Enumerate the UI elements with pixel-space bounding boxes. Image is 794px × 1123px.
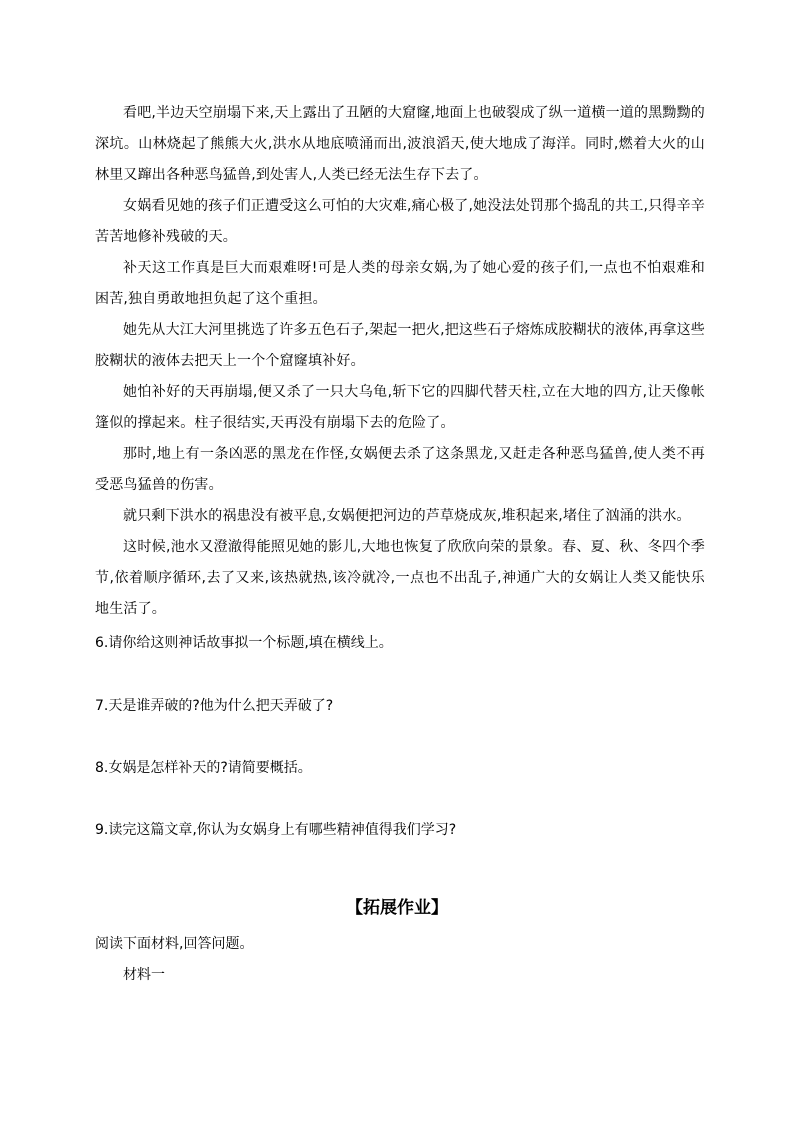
extension-instruction: 阅读下面材料,回答问题。 xyxy=(95,936,254,952)
passage-paragraph: 那时,地上有一条凶恶的黑龙在作怪,女娲便去杀了这条黑龙,又赶走各种恶鸟猛兽,使人类不再受恶鸟猛兽的伤害。 xyxy=(95,446,705,493)
reading-passage xyxy=(95,98,705,625)
passage-paragraph: 看吧,半边天空崩塌下来,天上露出了丑陋的大窟窿,地面上也破裂成了纵一道横一道的黑黝黝的深坑。山林烧起了熊熊大火,洪水从地底喷涌而出,波浪滔天,使大地成了海洋。同时,燃着大火的山林里又蹿出各种恶鸟猛兽,到处害人,人类已经无法生存下去了。 xyxy=(95,105,705,183)
question-8: 8.女娲是怎样补天的?请简要概括。 xyxy=(95,760,312,776)
passage-paragraph: 就只剩下洪水的祸患没有被平息,女娲便把河边的芦草烧成灰,堆积起来,堵住了汹涌的洪水。 xyxy=(123,508,691,524)
passage-paragraph: 她怕补好的天再崩塌,便又杀了一只大乌龟,斩下它的四脚代替天柱,立在大地的四方,让天像帐篷似的撑起来。柱子很结实,天再没有崩塌下去的危险了。 xyxy=(95,384,705,431)
passage-paragraph: 这时候,池水又澄澈得能照见她的影儿,大地也恢复了欣欣向荣的景象。春、夏、秋、冬四个季节,依着顺序循环,去了又来,该热就热,该冷就冷,一点也不出乱子,神通广大的女娲让人类又能快乐地生活了。 xyxy=(95,539,705,617)
material-label: 材料一 xyxy=(123,967,165,983)
question-7: 7.天是谁弄破的?他为什么把天弄破了? xyxy=(95,698,334,714)
extension-heading: 【拓展作业】 xyxy=(346,898,448,918)
passage-paragraph: 补天这工作真是巨大而艰难呀!可是人类的母亲女娲,为了她心爱的孩子们,一点也不怕艰难和困苦,独自勇敢地担负起了这个重担。 xyxy=(95,260,705,307)
passage-paragraph: 她先从大江大河里挑选了许多五色石子,架起一把火,把这些石子熔炼成胶糊状的液体,再拿这些胶糊状的液体去把天上一个个窟窿填补好。 xyxy=(95,322,705,369)
passage-paragraph: 女娲看见她的孩子们正遭受这么可怕的大灾难,痛心极了,她没法处罚那个捣乱的共工,只得辛辛苦苦地修补残破的天。 xyxy=(95,198,705,245)
question-6: 6.请你给这则神话故事拟一个标题,填在横线上。 xyxy=(95,635,393,651)
question-9: 9.读完这篇文章,你认为女娲身上有哪些精神值得我们学习? xyxy=(95,822,457,838)
